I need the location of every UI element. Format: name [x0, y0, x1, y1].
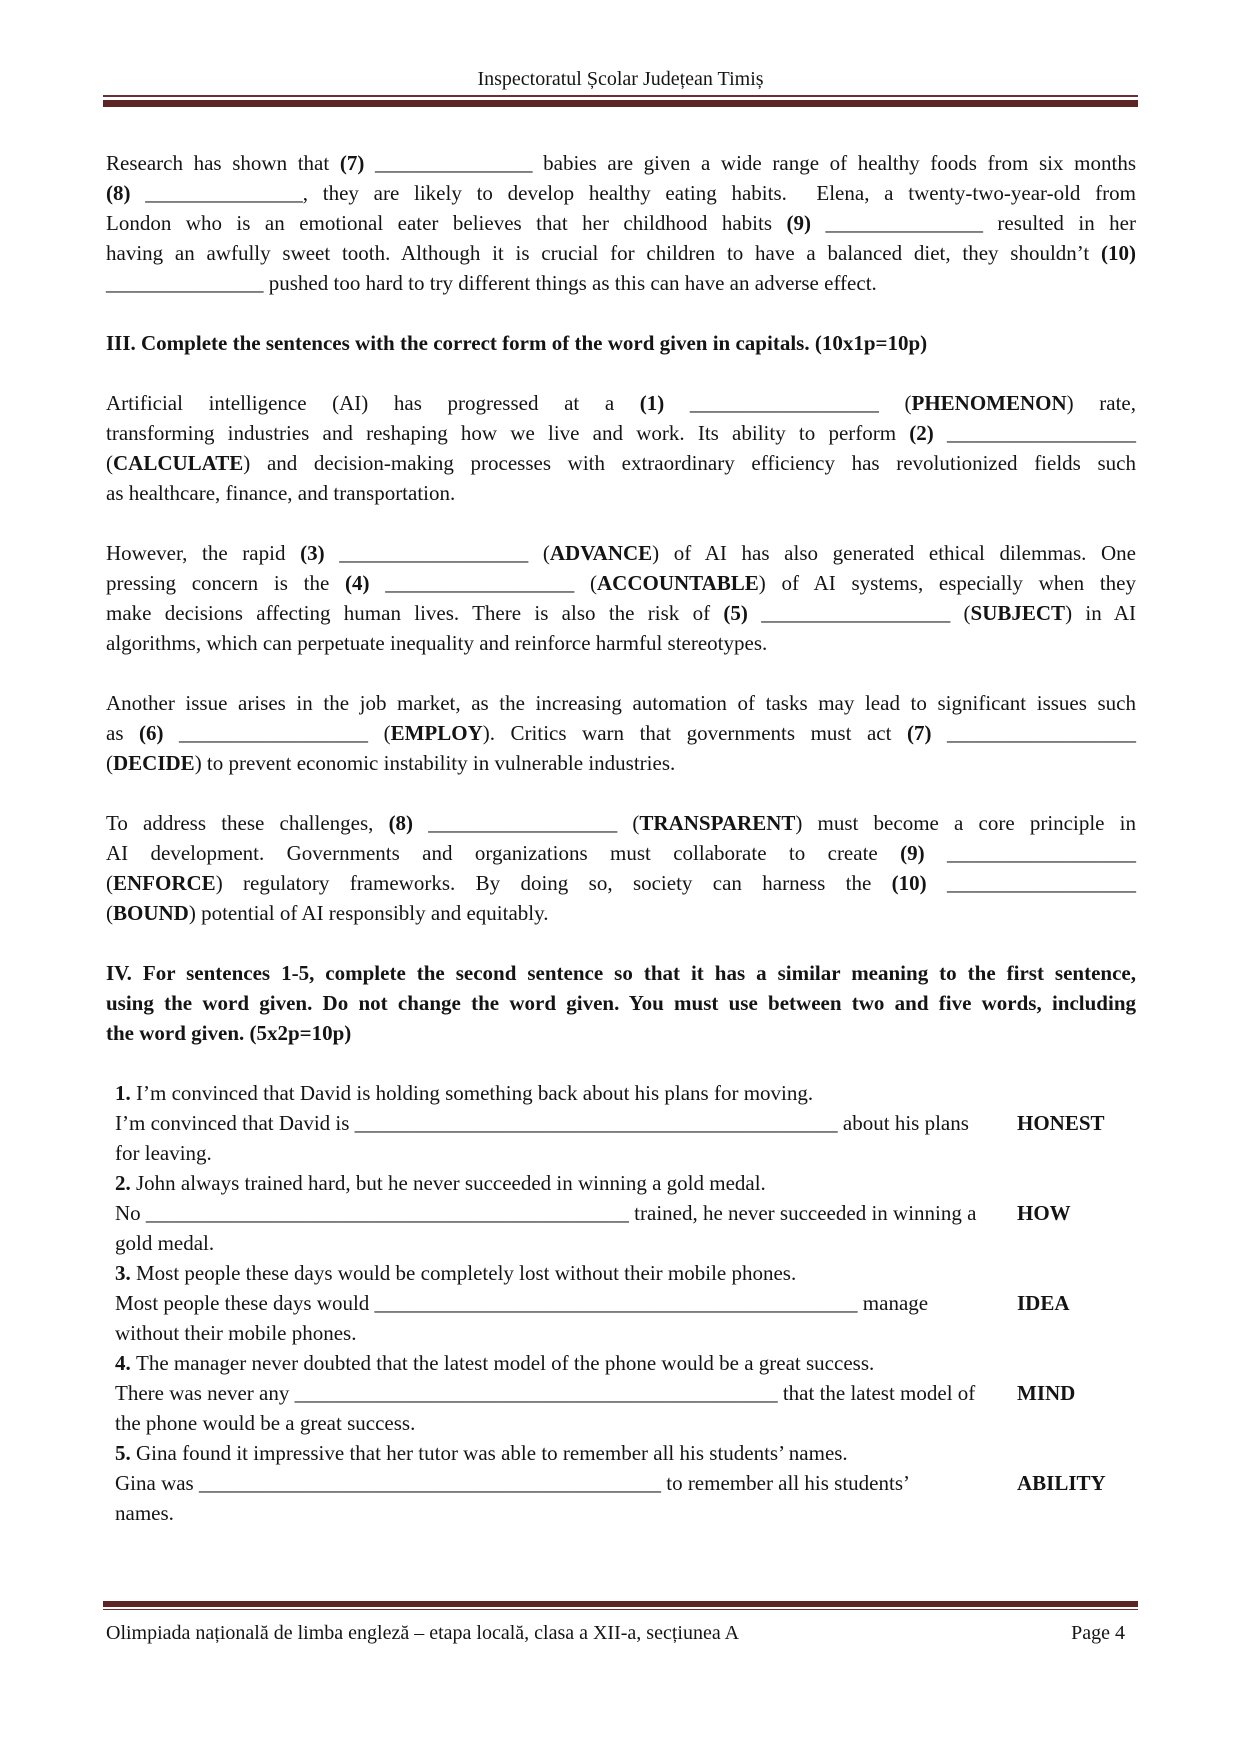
paragraph-line: To address these challenges, (8) __________________ (TRANSPARENT) must become a core principle in [106, 811, 1136, 835]
keyword: MIND [1017, 1381, 1076, 1405]
keyword: ABILITY [1017, 1471, 1106, 1495]
paragraph-line: transforming industries and reshaping how we live and work. Its ability to perform (2) __________________ [106, 421, 1137, 445]
rewrite-item-4 [106, 1348, 1136, 1438]
paragraph-line: (BOUND) potential of AI responsibly and equitably. [106, 901, 549, 925]
paragraph-line: (CALCULATE) and decision-making processes with extraordinary efficiency has revolutionized fields such [106, 451, 1136, 475]
section4-items [106, 1078, 1136, 1528]
item-gap-line: Most people these days would ______________________________________________ manage [115, 1291, 929, 1315]
item-continuation: without their mobile phones. [115, 1321, 357, 1345]
item-continuation: the phone would be a great success. [115, 1411, 416, 1435]
footer-rule [103, 1601, 1138, 1610]
footer-text: Olimpiada națională de limba engleză – etapa locală, clasa a XII-a, secțiunea A [106, 1622, 740, 1644]
item-gap-line: I’m convinced that David is ______________________________________________ about his plans [115, 1111, 969, 1135]
paragraph-line: (8) _______________, they are likely to develop healthy eating habits. Elena, a twenty-two-year-old from [106, 181, 1136, 205]
rewrite-item-5 [106, 1438, 1136, 1528]
paragraph-line: make decisions affecting human lives. There is also the risk of (5) __________________ (SUBJECT) in AI [106, 601, 1137, 625]
section3-paragraph-4 [106, 808, 1136, 928]
item-continuation: names. [115, 1501, 174, 1525]
heading-line: the word given. (5x2p=10p) [106, 1021, 352, 1045]
footer [106, 1620, 1125, 1646]
paragraph-line: (DECIDE) to prevent economic instability in vulnerable industries. [106, 751, 676, 775]
section3-heading: III. Complete the sentences with the correct form of the word given in capitals. (10x1p=10p) [106, 331, 928, 355]
section3-paragraph-3 [106, 688, 1136, 778]
item-sentence: 2. John always trained hard, but he never succeeded in winning a gold medal. [115, 1171, 766, 1195]
paragraph-line: Research has shown that (7) _______________ babies are given a wide range of healthy foods from six months [106, 151, 1137, 175]
paragraph-line: algorithms, which can perpetuate inequality and reinforce harmful stereotypes. [106, 631, 768, 655]
paragraph-line: having an awfully sweet tooth. Although it is crucial for children to have a balanced diet, they shouldn’t (10) [106, 241, 1136, 265]
paragraph-line: pressing concern is the (4) __________________ (ACCOUNTABLE) of AI systems, especially when they [106, 571, 1136, 595]
paragraph-line: However, the rapid (3) __________________ (ADVANCE) of AI has also generated ethical dilemmas. One [106, 541, 1136, 565]
paragraph-line: Artificial intelligence (AI) has progressed at a (1) __________________ (PHENOMENON) rate, [106, 391, 1136, 415]
item-sentence: 4. The manager never doubted that the latest model of the phone would be a great success. [115, 1351, 875, 1375]
paragraph-line: as healthcare, finance, and transportation. [106, 481, 456, 505]
page-title: Inspectoratul Școlar Județean Timiș [477, 68, 764, 90]
item-sentence: 1. I’m convinced that David is holding something back about his plans for moving. [115, 1081, 814, 1105]
paragraph-line: _______________ pushed too hard to try different things as this can have an adverse effect. [106, 271, 877, 295]
section3-paragraph-1 [106, 388, 1136, 508]
item-continuation: for leaving. [115, 1141, 212, 1165]
section4-heading [106, 958, 1136, 1048]
keyword: HONEST [1017, 1111, 1105, 1135]
item-gap-line: Gina was ____________________________________________ to remember all his students’ [115, 1471, 911, 1495]
page-number: Page 4 [1071, 1622, 1125, 1644]
paragraph-line: AI development. Governments and organizations must collaborate to create (9) __________________ [106, 841, 1137, 865]
heading-line: using the word given. Do not change the word given. You must use between two and five words, including [106, 991, 1136, 1015]
paragraph-line: as (6) __________________ (EMPLOY). Critics warn that governments must act (7) __________________ [106, 721, 1136, 745]
header-rule [103, 95, 1138, 107]
keyword: IDEA [1017, 1291, 1070, 1315]
document-body [106, 148, 1136, 1528]
rewrite-item-3 [106, 1258, 1136, 1348]
keyword: HOW [1017, 1201, 1071, 1225]
item-gap-line: No ______________________________________________ trained, he never succeeded in winning a [115, 1201, 977, 1225]
footer-rule-thin-line [103, 1609, 1138, 1610]
item-continuation: gold medal. [115, 1231, 215, 1255]
item-sentence: 5. Gina found it impressive that her tutor was able to remember all his students’ names. [115, 1441, 848, 1465]
item-gap-line: There was never any ______________________________________________ that the latest model of [115, 1381, 976, 1405]
rewrite-item-2 [106, 1168, 1136, 1258]
paragraph-line: (ENFORCE) regulatory frameworks. By doing so, society can harness the (10) __________________ [106, 871, 1136, 895]
item-sentence: 3. Most people these days would be completely lost without their mobile phones. [115, 1261, 797, 1285]
rewrite-item-1 [106, 1078, 1136, 1168]
header-rule-thick-line [103, 100, 1138, 107]
paragraph-line: Another issue arises in the job market, as the increasing automation of tasks may lead to significant issues such [106, 691, 1136, 715]
paragraph-line: London who is an emotional eater believes that her childhood habits (9) _______________ resulted in her [106, 211, 1136, 235]
footer-rule-thick-line [103, 1601, 1138, 1607]
heading-line: IV. For sentences 1-5, complete the second sentence so that it has a similar meaning to the first sentence, [106, 961, 1136, 985]
intro-paragraph [106, 148, 1136, 298]
section3-paragraph-2 [106, 538, 1136, 658]
header-rule-thin-line [103, 95, 1138, 97]
